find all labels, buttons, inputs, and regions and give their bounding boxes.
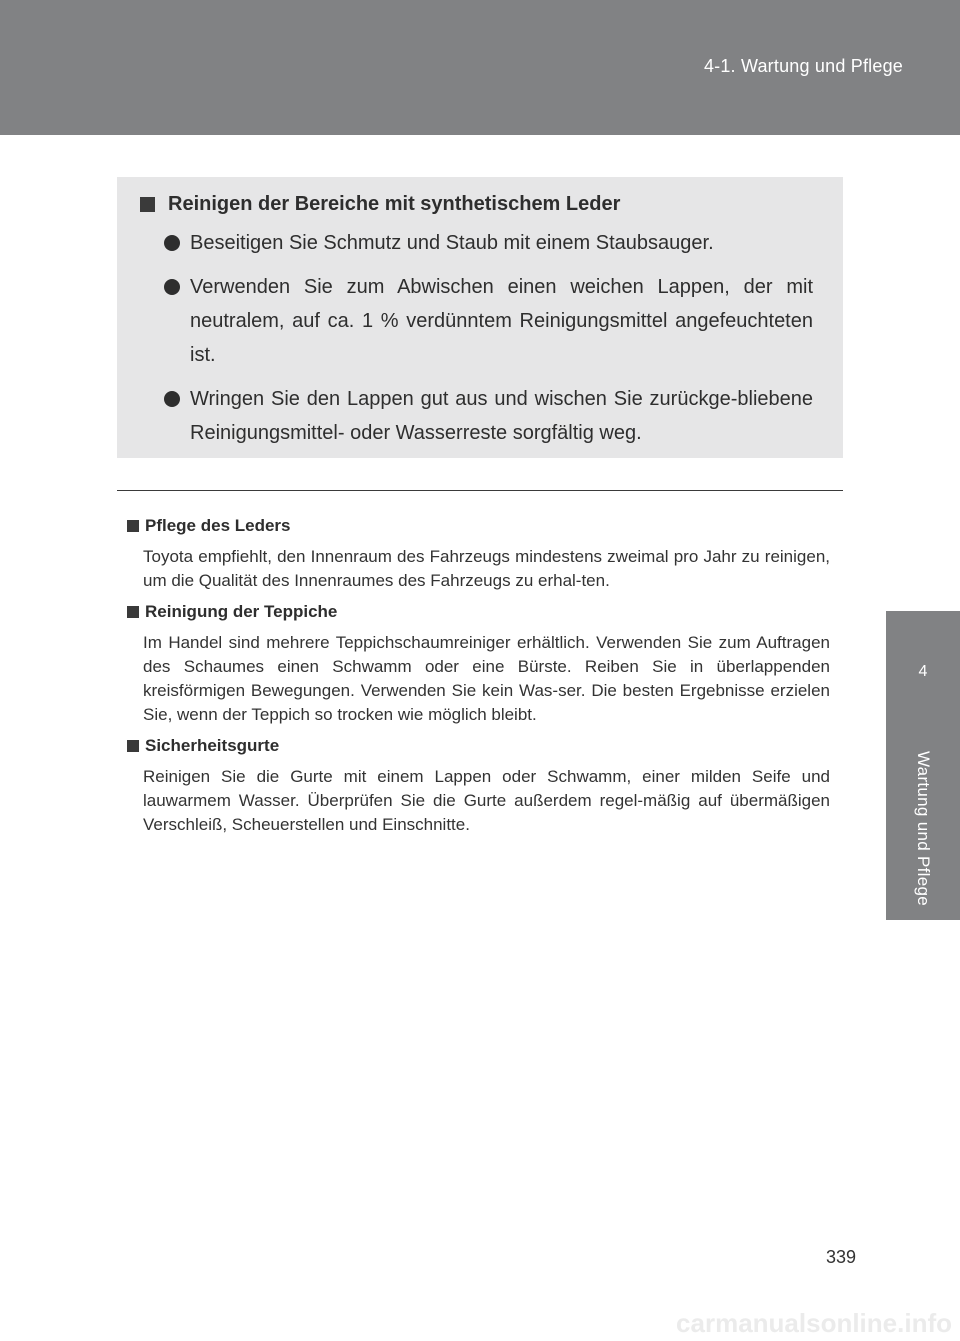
square-bullet-icon	[127, 740, 139, 752]
list-item-text: Verwenden Sie zum Abwischen einen weichen Lappen, der mit neutralem, auf ca. 1 % verdünntem Reinigungsmittel angefeuchteten ist.	[190, 276, 813, 366]
chapter-number: 4	[918, 663, 928, 680]
content-sections	[127, 515, 830, 845]
round-bullet-icon	[164, 391, 180, 407]
list-item	[140, 382, 813, 450]
section-seatbelts	[127, 735, 830, 837]
round-bullet-icon	[164, 235, 180, 251]
chapter-title: 4-1. Wartung und Pflege	[703, 56, 903, 76]
chapter-side-tab[interactable]	[886, 611, 960, 920]
section-heading	[127, 601, 830, 623]
list-item-text: Beseitigen Sie Schmutz und Staub mit einem Staubsauger.	[190, 232, 714, 254]
section-heading-text: Pflege des Leders	[145, 516, 291, 535]
page-number: 339	[826, 1247, 857, 1267]
info-box-heading	[140, 191, 813, 217]
section-heading-text: Reinigung der Teppiche	[145, 602, 338, 621]
section-heading	[127, 515, 830, 537]
info-box-heading-text: Reinigen der Bereiche mit synthetischem Leder	[168, 192, 621, 215]
section-carpet-cleaning	[127, 601, 830, 727]
section-heading	[127, 735, 830, 757]
square-bullet-icon	[127, 606, 139, 618]
list-item	[140, 270, 813, 372]
square-bullet-icon	[140, 197, 155, 212]
section-body: Im Handel sind mehrere Teppichschaumreiniger erhältlich. Verwenden Sie zum Auftragen des Schaumes einen Schwamm oder eine Bürste. Reiben Sie in überlappenden kreisförmigen Bewegungen. Verwenden Sie kein Was-ser. Die besten Ergebnisse erzielen Sie, wenn der Teppich so trocken wie möglich bleibt.	[143, 633, 830, 724]
section-heading-text: Sicherheitsgurte	[145, 736, 280, 755]
round-bullet-icon	[164, 279, 180, 295]
section-body: Reinigen Sie die Gurte mit einem Lappen oder Schwamm, einer milden Seife und lauwarmem Wasser. Überprüfen Sie die Gurte außerdem regel-mäßig auf übermäßigen Verschleiß, Scheuerstellen und Einschnitte.	[143, 767, 830, 834]
square-bullet-icon	[127, 520, 139, 532]
watermark: carmanualsonline.info	[676, 1308, 952, 1338]
chapter-side-label: Wartung und Pflege	[914, 750, 933, 906]
section-leather-care	[127, 515, 830, 593]
list-item	[140, 226, 813, 260]
info-box	[117, 177, 843, 458]
section-divider	[117, 490, 843, 491]
list-item-text: Wringen Sie den Lappen gut aus und wischen Sie zurückge-bliebene Reinigungsmittel- oder Wasserreste sorgfältig weg.	[190, 388, 813, 444]
header-bar	[0, 0, 960, 135]
section-body: Toyota empfiehlt, den Innenraum des Fahrzeugs mindestens zweimal pro Jahr zu reinigen, um die Qualität des Innenraumes des Fahrzeugs zu erhal-ten.	[143, 547, 830, 590]
